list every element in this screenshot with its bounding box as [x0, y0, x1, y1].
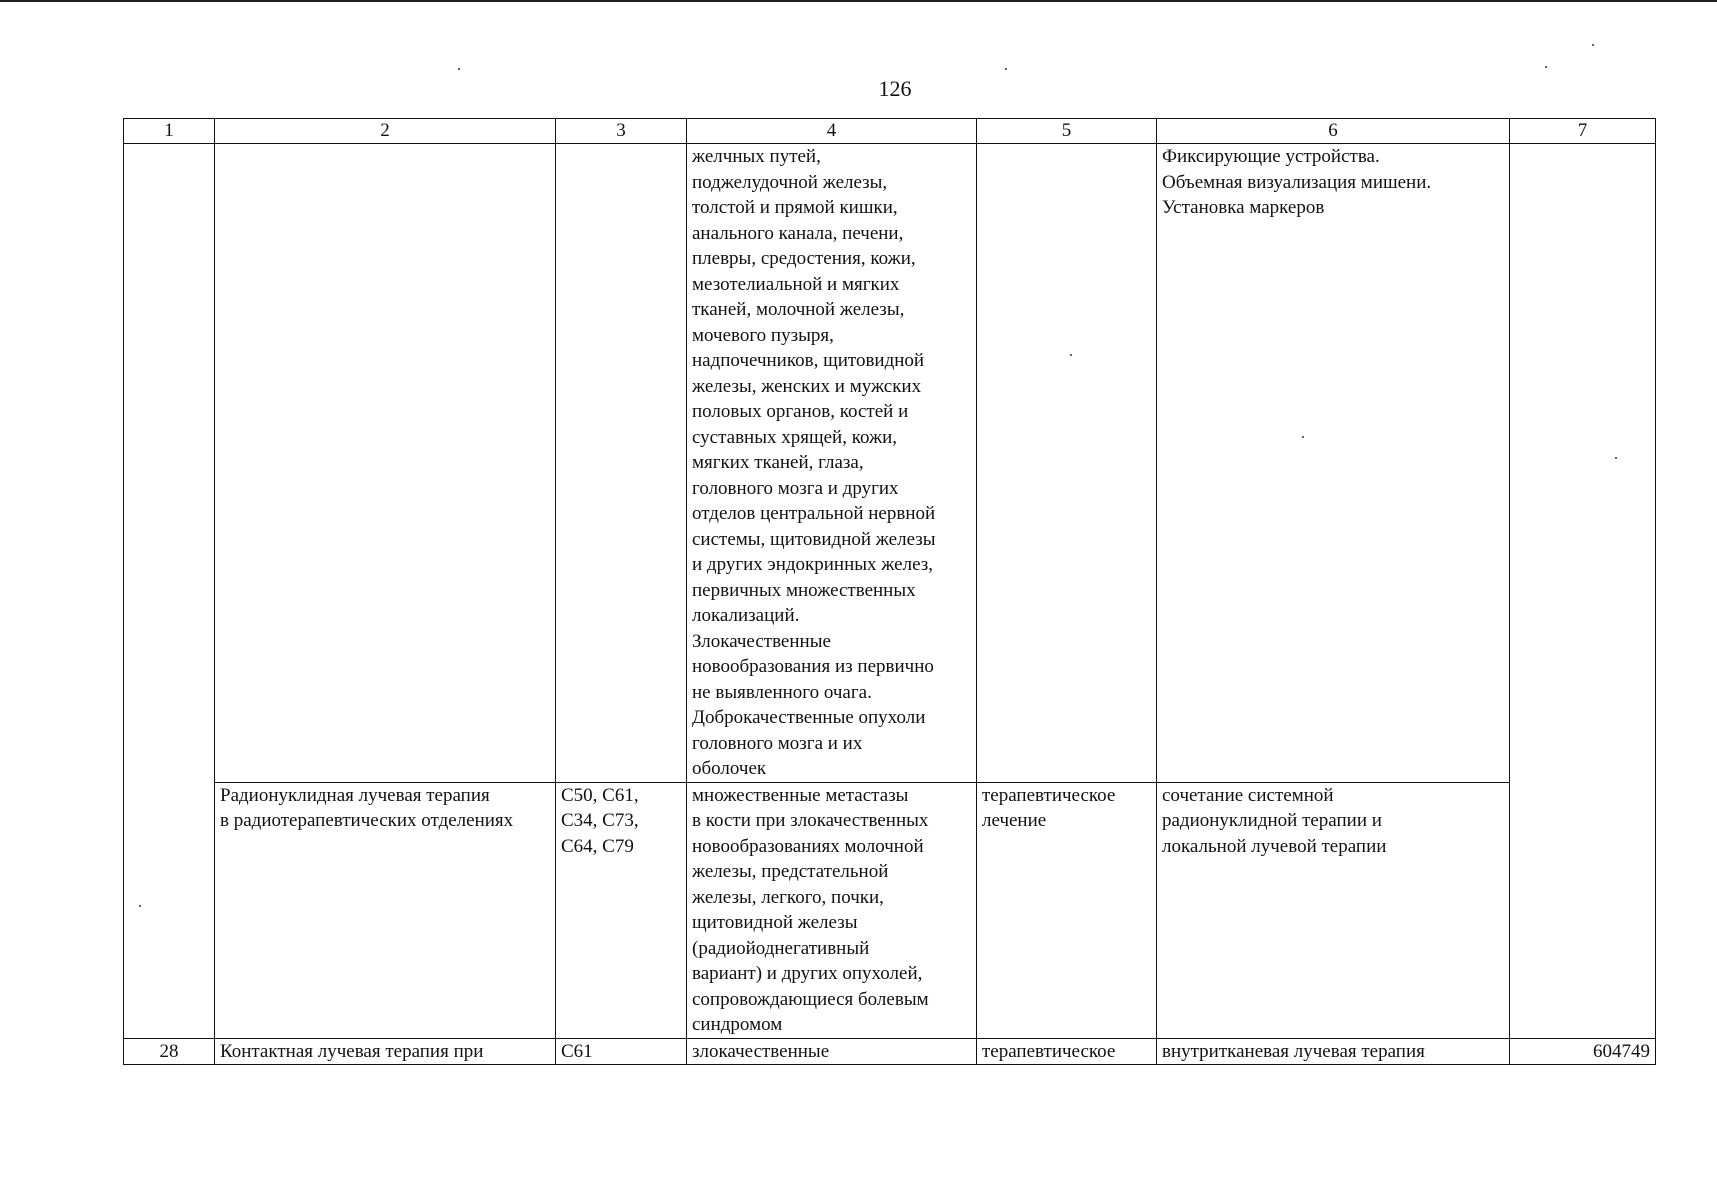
diagnosis-cell: желчных путей, поджелудочной железы, толстой и прямой кишки, анального канала, печени, плевры, средостения, кожи, мезотелиальной и мягких тканей, молочной железы, мочевого пузыря, надпочечников, щитовидной железы, женских и мужских половых органов, костей и суставных хрящей, кожи, мягких тканей, глаза, головного мозга и других отделов центральной нервной системы, щитовидной железы и других эндокринных желез, первичных множественных локализаций. Злокачественные новообразования из первично не выявленного очага. Доброкачественные опухоли головного мозга и их оболочек [687, 144, 977, 783]
method-cell: Контактная лучевая терапия при [215, 1038, 556, 1065]
column-header-7: 7 [1510, 119, 1656, 144]
header-row [124, 119, 1656, 144]
diagnosis-cell: множественные метастазы в кости при злокачественных новообразованиях молочной железы, предстательной железы, легкого, почки, щитовидной железы (радиойоднегативный вариант) и других опухолей, сопровождающиеся болевым синдромом [687, 782, 977, 1038]
treatment-method-cell: внутритканевая лучевая терапия [1157, 1038, 1510, 1065]
treatment-type-cell: терапевтическое лечение [977, 782, 1157, 1038]
table-row-28 [124, 1038, 1656, 1065]
page-number: 126 [878, 76, 912, 101]
scan-speck [1545, 66, 1547, 68]
table-row-continuation [124, 144, 1656, 783]
icd-codes-cell [556, 144, 687, 783]
table-row-radionuclide [124, 782, 1656, 1038]
scan-speck [1005, 68, 1007, 70]
scan-speck [1592, 44, 1594, 46]
method-cell [215, 144, 556, 783]
procedures-table [123, 118, 1656, 1065]
diagnosis-cell: злокачественные [687, 1038, 977, 1065]
norm-cost-cell: 604749 [1510, 1038, 1656, 1065]
column-header-3: 3 [556, 119, 687, 144]
icd-codes-cell: C61 [556, 1038, 687, 1065]
norm-cost-cell [1510, 144, 1656, 1039]
scan-top-edge [0, 0, 1717, 2]
column-header-4: 4 [687, 119, 977, 144]
icd-codes-cell: C50, C61, C34, C73, C64, C79 [556, 782, 687, 1038]
column-header-1: 1 [124, 119, 215, 144]
treatment-method-cell: сочетание системной радионуклидной терапии и локальной лучевой терапии [1157, 782, 1510, 1038]
row-number-cell: 28 [124, 1038, 215, 1065]
treatment-method-cell: Фиксирующие устройства. Объемная визуализация мишени. Установка маркеров [1157, 144, 1510, 783]
column-header-2: 2 [215, 119, 556, 144]
treatment-type-cell: терапевтическое [977, 1038, 1157, 1065]
column-header-6: 6 [1157, 119, 1510, 144]
method-cell: Радионуклидная лучевая терапия в радиотерапевтических отделениях [215, 782, 556, 1038]
row-number-cell [124, 144, 215, 1039]
column-header-5: 5 [977, 119, 1157, 144]
scan-speck [458, 68, 460, 70]
treatment-type-cell [977, 144, 1157, 783]
